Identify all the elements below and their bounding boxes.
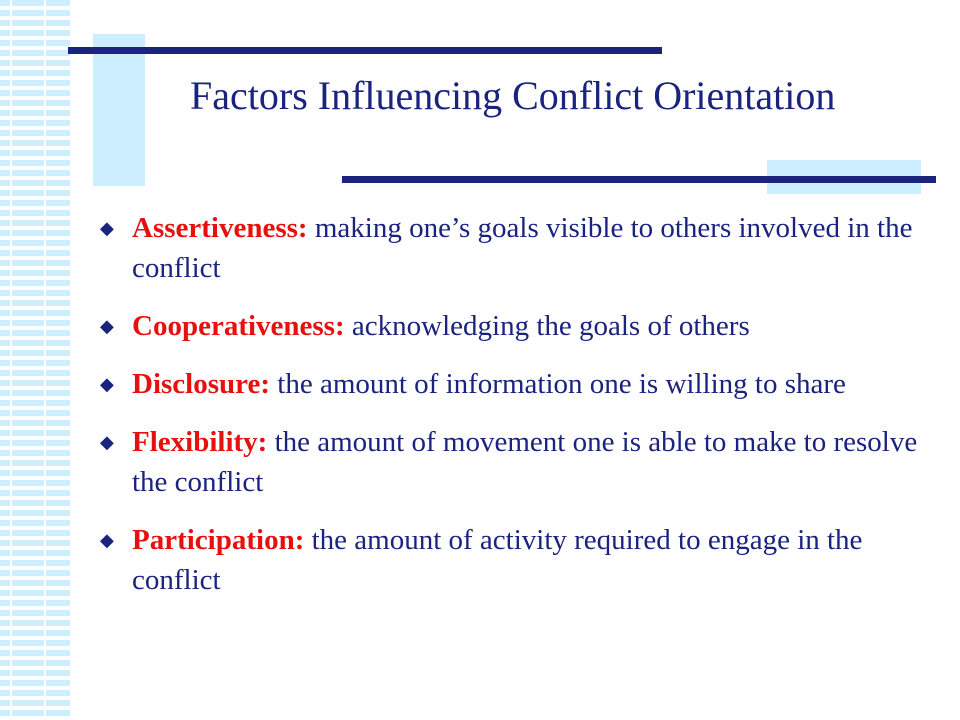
title-bottom-rule [342, 176, 936, 183]
list-item [100, 520, 920, 600]
term-description: the amount of activity required to engage in the conflict [132, 524, 863, 596]
diamond-bullet-icon: ◆ [100, 432, 114, 452]
diamond-bullet-icon: ◆ [100, 374, 114, 394]
list-item [100, 306, 920, 346]
title-accent-block-left [93, 34, 145, 186]
list-item [100, 364, 920, 404]
term-label: Cooperativeness: [132, 310, 345, 342]
term-label: Flexibility: [132, 426, 268, 458]
term-description: acknowledging the goals of others [344, 310, 750, 342]
term-description: the amount of information one is willing to share [270, 368, 846, 400]
term-label: Disclosure: [132, 368, 271, 400]
term-label: Participation: [132, 524, 305, 556]
diamond-bullet-icon: ◆ [100, 530, 114, 550]
term-description: the amount of movement one is able to make to resolve the conflict [132, 426, 918, 498]
slide-title: Factors Influencing Conflict Orientation [190, 73, 836, 118]
diamond-bullet-icon: ◆ [100, 316, 114, 336]
list-item [100, 422, 920, 502]
title-top-rule [68, 47, 662, 54]
left-stripe-decoration [0, 0, 70, 720]
term-description: making one’s goals visible to others involved in the conflict [132, 212, 913, 284]
stripe-pattern [0, 0, 70, 720]
list-item [100, 208, 920, 288]
diamond-bullet-icon: ◆ [100, 218, 114, 238]
term-label: Assertiveness: [132, 212, 308, 244]
bullet-list [100, 208, 920, 618]
